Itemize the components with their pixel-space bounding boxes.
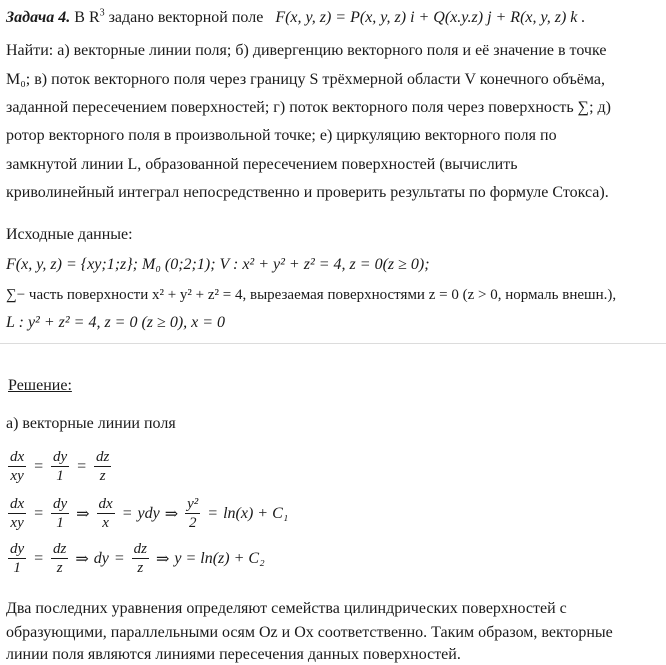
fraction: $\frac{dy}{1}$ [10,541,25,576]
fraction: $\frac{dx}{x}$ [98,496,113,531]
equation-vector-lines: $\frac{dx}{xy}$ = $\frac{dy}{1}$ = $\frac{dz}{z}$ [10,449,110,484]
fraction: $\frac{dz}{z}$ [95,449,110,484]
fraction: $\frac{dz}{z}$ [133,541,147,576]
task-line: M₀; в) поток векторного поля через границу S трёхмерной области V конечного объёма, [6,71,606,88]
task-line: замкнутой линии L, образованной пересечением поверхностей (вычислить [6,156,518,173]
equation-second-integral: $\frac{dy}{1}$ = $\frac{dz}{z}$ ⇒ dy = $\frac{dz}{z}$ ⇒ y = ln(z) + C₂ [10,541,265,576]
task-label: Задача 4. [6,9,71,26]
task-intro: В R [74,9,100,26]
fraction: $\frac{\text{y²}}{2}$ [187,496,199,531]
source-line-field: F(x, y, z) = {xy;1;z}; M₀ (0;2;1); V : x² + y² + z² = 4, z = 0(z ≥ 0); [6,256,430,273]
conclusion-line: образующими, параллельными осям Oz и Ox соответственно. Таким образом, векторные [6,624,613,641]
task-intro-rest: задано векторной поле [108,9,264,26]
task-formula: F(x, y, z) = P(x, y, z) i + Q(x.y.z) j + R(x, y, z) k . [275,9,586,26]
task-line: заданной пересечением поверхностей; г) поток векторного поля через поверхность ∑; д) [6,99,611,116]
source-heading: Исходные данные: [6,226,133,243]
fraction: $\frac{dy}{1}$ [52,496,68,531]
source-line-contour: L : y² + z² = 4, z = 0 (z ≥ 0), x = 0 [6,314,226,331]
fraction: $\frac{dy}{1}$ [52,449,68,484]
fraction: $\frac{dx}{xy}$ [10,449,25,484]
section-divider [0,343,666,344]
conclusion-line: линии поля являются линиями пересечения данных поверхностей. [6,646,461,663]
task-line: криволинейный интеграл непосредственно и проверить результаты по формуле Стокса). [6,184,609,201]
fraction: $\frac{dx}{xy}$ [10,496,25,531]
equation-first-integral: $\frac{dx}{xy}$ = $\frac{dy}{1}$ ⇒ $\frac{dx}{x}$ = ydy ⇒ $\frac{\text{y²}}{2}$ = ln(x) + C₁ [10,496,289,531]
task-intro-sup: 3 [99,7,105,19]
fraction: $\frac{dz}{z}$ [52,541,67,576]
task-line: ротор векторного поля в произвольной точке; е) циркуляцию векторного поля по [6,127,557,144]
conclusion-line: Два последних уравнения определяют семейства цилиндрических поверхностей с [6,600,567,617]
solution-heading: Решение: [8,377,72,394]
part-a-heading: а) векторные линии поля [6,415,176,432]
task-title-line [6,8,585,28]
source-line-surface: ∑− часть поверхности x² + y² + z² = 4, вырезаемая поверхностями z = 0 (z > 0, нормаль внешн.), [6,287,617,303]
task-line: Найти: а) векторные линии поля; б) дивергенцию векторного поля и её значение в точке [6,42,607,59]
